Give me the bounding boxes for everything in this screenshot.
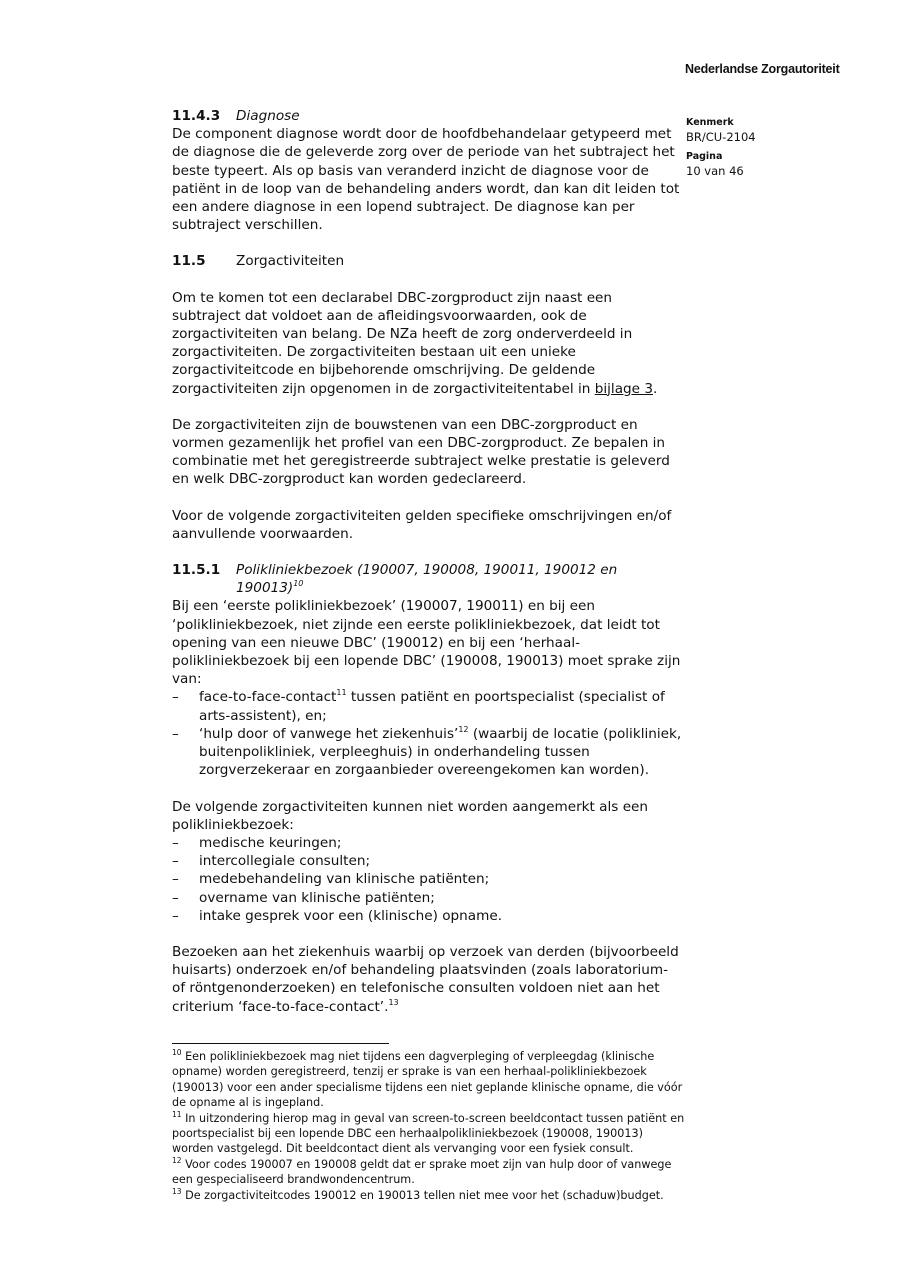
item-text: face-to-face-contact [199, 689, 337, 706]
list-item [172, 688, 682, 724]
footnote-number: 12 [172, 1155, 182, 1165]
section-title-text: Polikliniekbezoek (190007, 190008, 190011, 190012 en 190013) [236, 562, 618, 597]
footnote-ref[interactable]: 12 [458, 724, 469, 734]
diagnose-paragraph: De component diagnose wordt door de hoofdbehandelaar getypeerd met de diagnose die de geleverde zorg over de periode van het subtraject het beste typeert. Als op basis van veranderd inzicht de diagnose voor de patiënt in de loop van de behandeling anders wordt, dan kan dit leiden tot een andere diagnose in een lopend subtraject. De diagnose kan per subtraject verschillen. [172, 126, 680, 234]
section-title [236, 561, 682, 597]
footnote-ref[interactable]: 13 [388, 997, 399, 1007]
heading-11-4-3 [172, 107, 682, 125]
footnote [172, 1049, 687, 1111]
polikliniek-intro: Bij een ‘eerste polikliniekbezoek’ (190007, 190011) en bij een ‘polikliniekbezoek, niet zijnde een eerste polikliniekbezoek, dat leidt tot opening van een nieuwe DBC’ (190012) en bij een ‘herhaal-polikliniekbezoek bij een lopende DBC’ (190008, 190013) moet sprake zijn van: [172, 598, 681, 688]
zorgactiviteiten-paragraph-3: Voor de volgende zorgactiviteiten gelden specifieke omschrijvingen en/of aanvullende voorwaarden. [172, 507, 672, 542]
list-item: – medische keuringen; [172, 834, 682, 852]
heading-11-5-1 [172, 561, 682, 597]
footnote [172, 1188, 687, 1203]
bijlage-3-link[interactable]: bijlage 3 [594, 380, 653, 397]
list-item: – intake gesprek voor een (klinische) opname. [172, 907, 682, 925]
paragraph-end: . [653, 380, 658, 397]
footnote-text: In uitzondering hierop mag in geval van screen-to-screen beeldcontact tussen patiënt en poortspecialist bij een lopende DBC een herhaalpolikliniekbezoek (190008, 190013) worden vastgelegd. Dit beeldcontact dient als vervanging voor een fysiek consult. [172, 1111, 685, 1156]
closing-paragraph [172, 943, 682, 1016]
zorgactiviteiten-paragraph-2: De zorgactiviteiten zijn de bouwstenen van een DBC-zorgproduct en vormen gezamenlijk het profiel van een DBC-zorgproduct. Ze bepalen in combinatie met het geregistreerde subtraject welke prestatie is geleverd en welk DBC-zorgproduct kan worden gedeclareerd. [172, 416, 670, 488]
footnotes [172, 1049, 687, 1203]
list-item: – intercollegiale consulten; [172, 852, 682, 870]
paragraph-text: Om te komen tot een declarabel DBC-zorgproduct zijn naast een subtraject dat voldoet aan de afleidingsvoorwaarden, ook de zorgactiviteiten van belang. De NZa heeft de zorg onderverdeeld in zorgactiviteiten. De zorgactiviteiten bestaan uit een unieke zorgactiviteitcode en bijbehorende omschrijving. De geldende zorgactiviteiten zijn opgenomen in de zorgactiviteitentabel in [172, 289, 633, 397]
footnote-ref[interactable]: 11 [336, 688, 347, 698]
organization-name: Nederlandse Zorgautoriteit [685, 62, 840, 76]
list-item: – medebehandeling van klinische patiënten; [172, 870, 682, 888]
footnote-separator [172, 1043, 389, 1044]
footnote [172, 1111, 687, 1157]
item-text: ‘hulp door of vanwege het ziekenhuis’ [199, 725, 459, 742]
exclusions-intro: De volgende zorgactiviteiten kunnen niet worden aangemerkt als een polikliniekbezoek: [172, 798, 649, 833]
section-title: Zorgactiviteiten [236, 253, 345, 270]
footnote-text: Voor codes 190007 en 190008 geldt dat er sprake moet zijn van hulp door of vanwege een gespecialiseerd brandwondencentrum. [172, 1157, 672, 1187]
item-text: tussen patiënt en poortspecialist (specialist of arts-assistent), en; [199, 689, 665, 724]
footnote-number: 10 [172, 1048, 182, 1057]
document-meta [686, 115, 756, 183]
main-content [172, 107, 682, 1016]
footnote-ref[interactable]: 10 [293, 579, 304, 589]
section-title: Diagnose [236, 108, 300, 124]
heading-11-5 [172, 252, 682, 270]
kenmerk-label: Kenmerk [686, 117, 734, 128]
footnote-text: De zorgactiviteitcodes 190012 en 190013 tellen niet mee voor het (schaduw)budget. [181, 1188, 664, 1202]
conditions-list [172, 688, 682, 779]
footnote-number: 11 [172, 1109, 182, 1119]
footnote [172, 1157, 687, 1188]
zorgactiviteiten-paragraph-1 [172, 289, 682, 398]
item-text: (waarbij de locatie (polikliniek, buitenpolikliniek, verpleeghuis) in onderhandeling tussen zorgverzekeraar en zorgaanbieder overeengekomen kan worden). [199, 725, 682, 779]
exclusions-list [172, 834, 682, 925]
paragraph-text: Bezoeken aan het ziekenhuis waarbij op verzoek van derden (bijvoorbeeld huisarts) onderzoek en/of behandeling plaatsvinden (zoals laboratorium- of röntgenonderzoeken) en telefonische consulten voldoen niet aan het criterium ‘face-to-face-contact’. [172, 943, 679, 1015]
section-number: 11.5 [172, 253, 206, 270]
kenmerk-value: BR/CU-2104 [686, 130, 756, 144]
pagina-label: Pagina [686, 151, 723, 162]
footnote-number: 13 [172, 1186, 182, 1196]
pagina-value: 10 van 46 [686, 164, 744, 178]
section-number: 11.4.3 [172, 108, 221, 124]
list-item: – overname van klinische patiënten; [172, 889, 682, 907]
footnote-text: Een polikliniekbezoek mag niet tijdens een dagverpleging of verpleegdag (klinische opname) worden geregistreerd, tenzij er sprake is van een herhaal-polikliniekbezoek (190013) voor een ander specialisme tijdens een niet geplande klinische opname, die vóór de opname al is ingepland. [172, 1050, 683, 1110]
section-number: 11.5.1 [172, 562, 221, 579]
list-item [172, 725, 682, 780]
